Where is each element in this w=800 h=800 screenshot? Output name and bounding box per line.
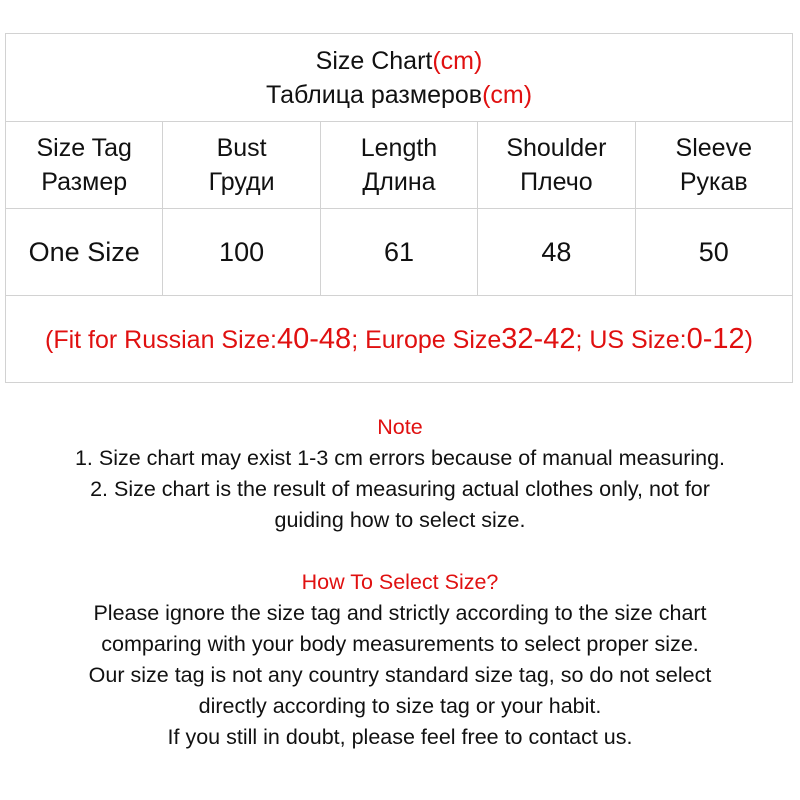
cell-size-tag: One Size (6, 209, 163, 296)
spacer (0, 536, 800, 567)
column-header-length: Length Длина (320, 122, 477, 209)
how-to-select-heading: How To Select Size? (301, 570, 499, 594)
notes-section (0, 412, 800, 753)
note-line: 1. Size chart may exist 1-3 cm errors because of manual measuring. (74, 446, 726, 470)
how-to-line: Our size tag is not any country standard size tag, so do not select (88, 663, 712, 687)
note-heading: Note (377, 415, 423, 439)
column-header-bust: Bust Груди (163, 122, 320, 209)
cell-sleeve: 50 (635, 209, 792, 296)
column-header-size-tag: Size Tag Размер (6, 122, 163, 209)
how-to-line: If you still in doubt, please feel free to contact us. (167, 725, 633, 749)
title-line-russian: Таблица размеров(cm) (265, 80, 533, 109)
note-line: guiding how to select size. (274, 508, 526, 532)
europe-size-range: 32-42 (501, 322, 576, 355)
column-header-shoulder: Shoulder Плечо (478, 122, 635, 209)
how-to-line: directly according to size tag or your habit. (198, 694, 602, 718)
cell-bust: 100 (163, 209, 320, 296)
size-chart-table (5, 33, 793, 383)
column-header-sleeve: Sleeve Рукав (635, 122, 792, 209)
cell-length: 61 (320, 209, 477, 296)
title-line-english: Size Chart(cm) (315, 46, 483, 75)
how-to-line: Please ignore the size tag and strictly according to the size chart (93, 601, 707, 625)
header-row (6, 122, 793, 209)
chart-title (6, 34, 793, 122)
us-size-range: 0-12 (686, 322, 745, 355)
note-line: 2. Size chart is the result of measuring actual clothes only, not for (90, 477, 710, 501)
how-to-line: comparing with your body measurements to select proper size. (101, 632, 699, 656)
russian-size-range: 40-48 (277, 322, 352, 355)
table-row (6, 209, 793, 296)
fit-sizes-row: (Fit for Russian Size:40-48; Europe Size32-42; US Size:0-12) (6, 296, 793, 383)
cell-shoulder: 48 (478, 209, 635, 296)
